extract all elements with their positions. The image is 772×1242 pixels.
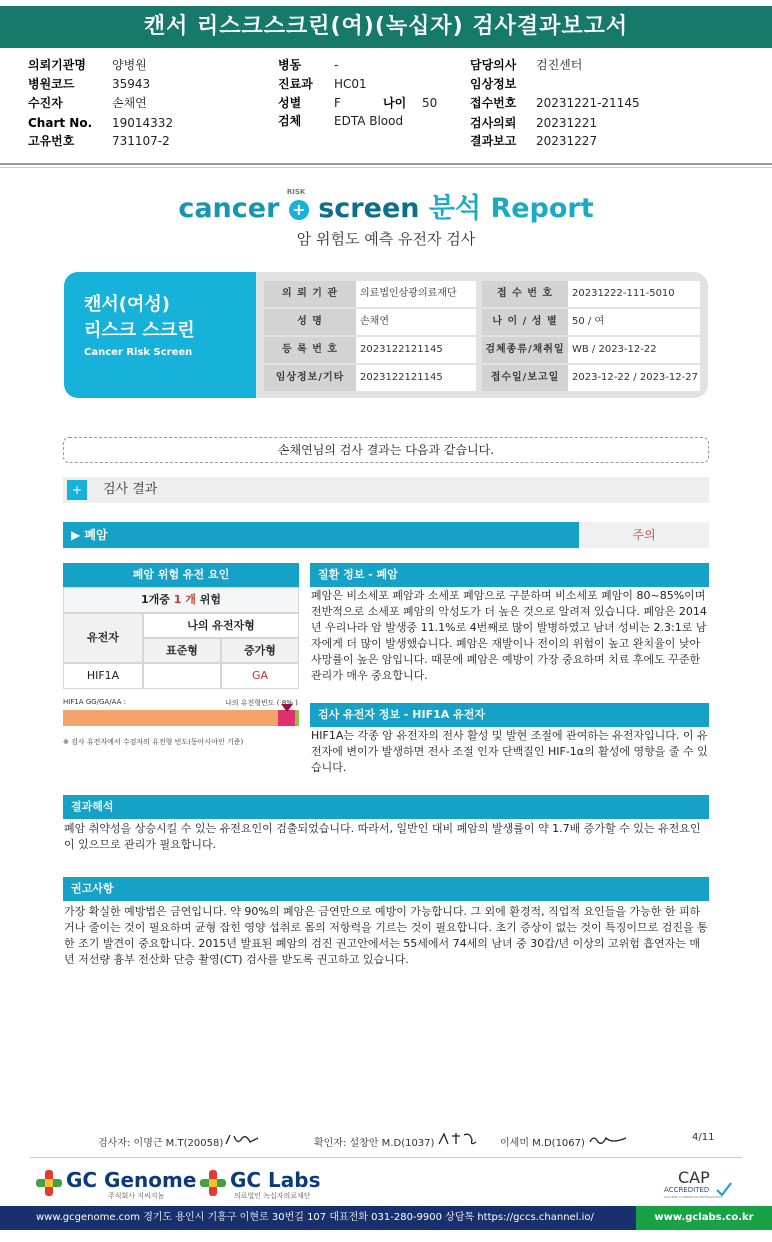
info-value: 20231222-111-5010 xyxy=(568,281,700,307)
examiner-signature xyxy=(224,1132,264,1148)
cap-accredited-logo xyxy=(660,1168,734,1202)
header-item: 검체 xyxy=(278,114,302,128)
info-value: 손채연 xyxy=(356,309,476,335)
brand-logo xyxy=(0,186,772,225)
frequency-bar xyxy=(63,710,299,726)
header-value: 20231227 xyxy=(536,134,598,148)
info-value: 2023122121145 xyxy=(356,365,476,391)
interpretation-head: 결과해석 xyxy=(63,795,709,819)
cap-small: COLLEGE of AMERICAN PATHOLOGISTS xyxy=(664,1195,723,1199)
header-value: - xyxy=(334,58,339,72)
product-title-1: 캔서(여성) xyxy=(84,294,171,315)
standard-column-head: 표준형 xyxy=(143,638,221,663)
frequency-marker-icon xyxy=(281,704,293,712)
info-product-card xyxy=(64,272,256,398)
header-item: Chart No. xyxy=(28,116,93,130)
risk-count: 1개중 1 개 위험 xyxy=(63,587,299,613)
info-label: 나 이 / 성 별 xyxy=(482,309,568,335)
confirmer-signature xyxy=(436,1130,480,1148)
info-label: 성 명 xyxy=(264,309,356,335)
third-signer: 이세미 M.D(1067) xyxy=(500,1138,585,1149)
status-badge: 주의 xyxy=(579,522,709,548)
patient-header xyxy=(0,52,772,162)
brand-screen: screen xyxy=(318,193,420,224)
gene-standard xyxy=(143,663,221,689)
header-item: 수진자 xyxy=(28,96,63,110)
cap-text: CAP xyxy=(678,1168,710,1187)
gene-info-head: 검사 유전자 정보 - HIF1A 유전자 xyxy=(310,703,709,727)
gc-labs-logo: GC Labs 의료법인 녹십자의료재단 xyxy=(200,1168,340,1200)
header-item: 검사의뢰 xyxy=(470,116,517,130)
header-value: 검진센터 xyxy=(536,58,583,72)
cap-sub: ACCREDITED xyxy=(664,1186,710,1194)
header-value: 50 xyxy=(422,96,438,110)
header-value: F xyxy=(334,96,341,110)
product-title-en: Cancer Risk Screen xyxy=(84,347,193,358)
footer-divider xyxy=(30,1157,742,1158)
brand-report: 분석 Report xyxy=(428,193,594,224)
recommendation-text: 가장 확실한 예방법은 금연입니다. 약 90%의 폐암은 금연만으로 예방이 가능합니다. 그 외에 환경적, 직업적 요인들을 가능한 한 피하거나 줄이는 것이 필요하며 균형 잡힌 영양 섭취로 몸의 저항력을 기르는 것이 필요합니다. 초기 증상이 없는 것이 특징이므로 검진을 통한 조기 발견이 중요합니다. 2015년 발표된 폐암의 검진 권고안에서는 55세에서 74세의 남녀 중 30갑/년 이상의 고위험 흡연자는 매년 저선량 흉부 전산화 단층 촬영(CT) 검사를 받도록 권고하고 있습니다. xyxy=(64,905,708,966)
header-value: 손채연 xyxy=(112,96,147,110)
info-label: 접수일/보고일 xyxy=(482,365,568,391)
header-divider xyxy=(0,167,772,168)
brand-plus-icon: + RISK xyxy=(289,200,309,220)
gc-cross-icon xyxy=(36,1170,62,1196)
recommendation-head: 권고사항 xyxy=(63,877,709,901)
header-value: 731107-2 xyxy=(112,134,170,148)
header-item: 병동 xyxy=(278,58,302,72)
header-item: 의뢰기관명 xyxy=(28,58,86,72)
risk-table-head: 폐암 위험 유전 요인 xyxy=(63,563,299,587)
folder-plus-icon: + xyxy=(67,480,87,500)
disease-info-head: 질환 정보 - 폐암 xyxy=(310,563,709,587)
gene-name: HIF1A xyxy=(63,663,143,689)
third-signature xyxy=(588,1132,628,1148)
result-intro: 손채연님의 검사 결과는 다음과 같습니다. xyxy=(63,437,709,463)
section-title: 검사 결과 xyxy=(103,482,158,497)
frequency-bar-labels xyxy=(63,698,299,710)
gc-cross-icon xyxy=(200,1170,226,1196)
interpretation-text: 폐암 취약성을 상승시킬 수 있는 유전요인이 검출되었습니다. 따라서, 일반인 대비 폐암의 발생률이 약 1.7배 증가할 수 있는 유전요인이 있으므로 관리가 필요합니다. xyxy=(64,822,701,851)
frequency-bar-end-segment xyxy=(295,710,299,726)
footer-bar xyxy=(0,1206,772,1230)
info-label: 접 수 번 호 xyxy=(482,281,568,307)
info-value: 의료법인삼광의료재단 xyxy=(356,281,476,307)
info-label: 의 뢰 기 관 xyxy=(264,281,356,307)
header-item: 접수번호 xyxy=(470,96,517,110)
section-header xyxy=(63,477,709,503)
header-item: 진료과 xyxy=(278,77,313,91)
info-value: 2023-12-22 / 2023-12-27 xyxy=(568,365,700,391)
confirmer: 확인자: 설창안 M.D(1037) xyxy=(314,1138,435,1149)
header-item: 고유번호 xyxy=(28,134,75,148)
info-value: 50 / 여 xyxy=(568,309,700,335)
info-value: 2023122121145 xyxy=(356,337,476,363)
header-value: HC01 xyxy=(334,77,367,91)
frequency-left-label: HIF1A GG/GA/AA : xyxy=(63,698,126,706)
brand-risk: RISK xyxy=(286,187,306,196)
header-item: 결과보고 xyxy=(470,134,517,148)
header-item: 임상정보 xyxy=(470,77,517,91)
header-value: 20231221 xyxy=(536,116,598,130)
header-item: 성별 xyxy=(278,96,302,110)
header-item: 나이 xyxy=(383,96,407,110)
info-value: WB / 2023-12-22 xyxy=(568,337,700,363)
header-value: 20231221-21145 xyxy=(536,96,640,110)
genotype-column-head: 나의 유전자형 xyxy=(143,613,299,638)
frequency-right-label: 나의 유전형빈도 ( 8% ) xyxy=(225,699,298,707)
gene-increased: GA xyxy=(221,663,299,689)
gene-info-text: HIF1A는 각종 암 유전자의 전사 활성 및 발현 조절에 관여하는 유전자입니다. 이 유전자에 변이가 발생하면 전사 조절 인자 단백질인 HIF-1α의 활성에 영향을 줄 수 있습니다. xyxy=(311,729,708,774)
header-value: 19014332 xyxy=(112,116,174,130)
gene-column-head: 유전자 xyxy=(63,613,143,663)
brand-subtitle: 암 위험도 예측 유전자 검사 xyxy=(296,230,476,248)
header-item: 병원코드 xyxy=(28,77,75,91)
examiner: 검사자: 이명근 M.T(20058) xyxy=(98,1138,224,1149)
info-label: 등 록 번 호 xyxy=(264,337,356,363)
header-value: 양병원 xyxy=(112,58,147,72)
brand-cancer: cancer xyxy=(178,193,280,224)
header-value: 35943 xyxy=(112,77,151,91)
increased-column-head: 증가형 xyxy=(221,638,299,663)
info-label: 임상정보/기타 xyxy=(264,365,356,391)
page-number: 4/11 xyxy=(692,1132,715,1143)
report-title: 캔서 리스크스크린(여)(녹십자) 검사결과보고서 xyxy=(0,6,772,48)
check-icon xyxy=(716,1182,732,1196)
footer-contact: www.gcgenome.com 경기도 용인시 기흥구 이현로 30번길 107 대표전화 031-280-9900 상담톡 https://gccs.channel.io/ xyxy=(36,1212,594,1223)
header-divider xyxy=(0,163,772,165)
gc-genome-logo: GC Genome 주식회사 지씨지놈 xyxy=(36,1168,196,1200)
product-title-2: 리스크 스크린 xyxy=(84,320,195,341)
header-value: EDTA Blood xyxy=(334,114,404,128)
header-item: 담당의사 xyxy=(470,58,517,72)
disease-info-text: 폐암은 비소세포 폐암과 소세포 폐암으로 구분하며 비소세포 폐암이 80~85%이며 전반적으로 소세포 폐암의 악성도가 더 높은 것으로 알려져 있습니다. 폐암은 2014년 우리나라 암 발생중 11.1%로 4번째로 많이 발병하였고 남녀 성비는 2.3:1로 남자에게 더 많이 발생했습니다. 폐암은 재발이나 전이의 위험이 높고 완치율이 낮아 사망률이 높은 암입니다. 때문에 폐암은 예방이 가장 중요하며 치료 후에도 꾸준한 관리가 매우 중요합니다. xyxy=(311,589,707,682)
frequency-bar-my-segment xyxy=(278,710,295,726)
frequency-note: ※ 검사 유전자에서 수검자의 유전형 빈도(동아시아인 기준) xyxy=(63,738,244,746)
lung-cancer-bar: ▶ 폐암 xyxy=(63,522,579,548)
footer-website: www.gclabs.co.kr xyxy=(636,1206,772,1230)
signature-row xyxy=(0,1132,772,1150)
info-label: 검체종류/채취일 xyxy=(482,337,568,363)
